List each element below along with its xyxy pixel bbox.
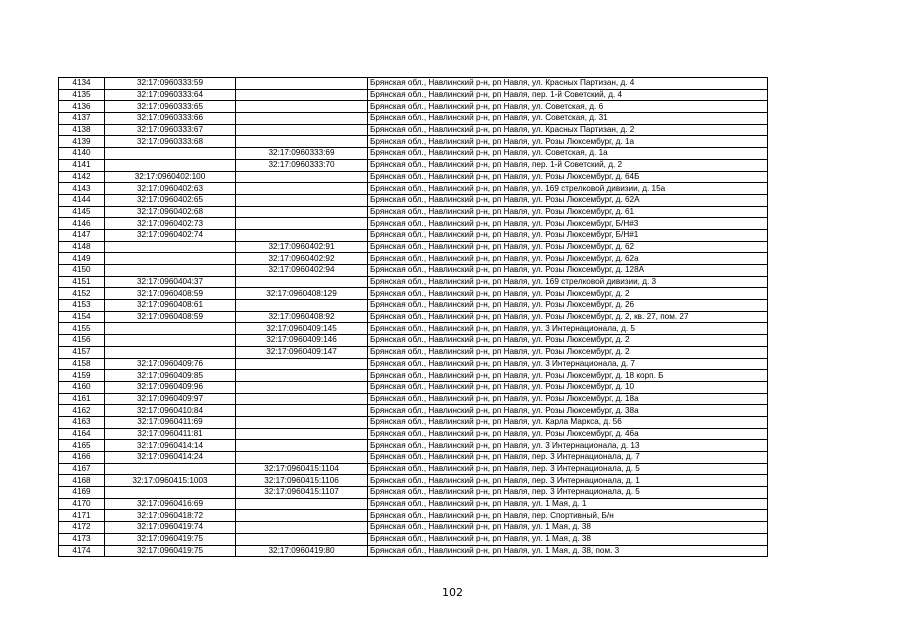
- cadastral-number-cell: 32:17:0960419:75: [105, 533, 236, 545]
- cadastral-number-cell: 32:17:0960408:59: [105, 288, 236, 300]
- row-number-cell: 4160: [59, 381, 105, 393]
- cadastral-number-cell: 32:17:0960408:59: [105, 311, 236, 323]
- second-cadastral-number-cell: 32:17:0960402:92: [236, 253, 368, 265]
- cadastral-number-cell: 32:17:0960409:97: [105, 393, 236, 405]
- address-cell: Брянская обл., Навлинский р-н, рп Навля, ул. 169 стрелковой дивизии, д. 15а: [368, 183, 768, 195]
- row-number-cell: 4145: [59, 206, 105, 218]
- records-table-body: [59, 78, 768, 557]
- cadastral-number-cell: 32:17:0960402:73: [105, 218, 236, 230]
- table-row: [59, 475, 768, 487]
- row-number-cell: 4148: [59, 241, 105, 253]
- row-number-cell: 4157: [59, 346, 105, 358]
- cadastral-number-cell: 32:17:0960409:96: [105, 381, 236, 393]
- address-cell: Брянская обл., Навлинский р-н, рп Навля, ул. 1 Мая, д. 38: [368, 522, 768, 534]
- row-number-cell: 4155: [59, 323, 105, 335]
- table-row: [59, 159, 768, 171]
- cadastral-number-cell: 32:17:0960333:59: [105, 78, 236, 90]
- second-cadastral-number-cell: [236, 229, 368, 241]
- second-cadastral-number-cell: 32:17:0960409:145: [236, 323, 368, 335]
- cadastral-number-cell: 32:17:0960333:67: [105, 124, 236, 136]
- address-cell: Брянская обл., Навлинский р-н, рп Навля, ул. Розы Люксембург, д. 62А: [368, 194, 768, 206]
- cadastral-number-cell: [105, 265, 236, 277]
- address-cell: Брянская обл., Навлинский р-н, рп Навля, ул. Розы Люксембург, д. 26: [368, 300, 768, 312]
- address-cell: Брянская обл., Навлинский р-н, рп Навля, ул. Розы Люксембург, д. 64Б: [368, 171, 768, 183]
- second-cadastral-number-cell: [236, 206, 368, 218]
- address-cell: Брянская обл., Навлинский р-н, рп Навля, пер. 3 Интернационала, д. 7: [368, 452, 768, 464]
- row-number-cell: 4171: [59, 510, 105, 522]
- address-cell: Брянская обл., Навлинский р-н, рп Навля, ул. Красных Партизан, д. 2: [368, 124, 768, 136]
- second-cadastral-number-cell: [236, 124, 368, 136]
- address-cell: Брянская обл., Навлинский р-н, рп Навля, ул. Розы Люксембург, д. 10: [368, 381, 768, 393]
- second-cadastral-number-cell: [236, 405, 368, 417]
- second-cadastral-number-cell: [236, 428, 368, 440]
- address-cell: Брянская обл., Навлинский р-н, рп Навля, ул. Розы Люксембург, д. 128А: [368, 265, 768, 277]
- address-cell: Брянская обл., Навлинский р-н, рп Навля, ул. Розы Люксембург, д. 61: [368, 206, 768, 218]
- cadastral-number-cell: [105, 335, 236, 347]
- table-row: [59, 311, 768, 323]
- row-number-cell: 4163: [59, 416, 105, 428]
- row-number-cell: 4167: [59, 463, 105, 475]
- cadastral-number-cell: 32:17:0960416:69: [105, 498, 236, 510]
- row-number-cell: 4168: [59, 475, 105, 487]
- cadastral-number-cell: [105, 323, 236, 335]
- address-cell: Брянская обл., Навлинский р-н, рп Навля, ул. Красных Партизан, д. 4: [368, 78, 768, 90]
- address-cell: Брянская обл., Навлинский р-н, рп Навля, ул. Советская, д. 31: [368, 113, 768, 125]
- cadastral-number-cell: 32:17:0960333:66: [105, 113, 236, 125]
- cadastral-number-cell: 32:17:0960419:74: [105, 522, 236, 534]
- cadastral-number-cell: [105, 148, 236, 160]
- address-cell: Брянская обл., Навлинский р-н, рп Навля, ул. 3 Интернационала, д. 7: [368, 358, 768, 370]
- row-number-cell: 4149: [59, 253, 105, 265]
- second-cadastral-number-cell: [236, 498, 368, 510]
- second-cadastral-number-cell: [236, 113, 368, 125]
- cadastral-number-cell: 32:17:0960410:84: [105, 405, 236, 417]
- cadastral-number-cell: 32:17:0960402:100: [105, 171, 236, 183]
- address-cell: Брянская обл., Навлинский р-н, рп Навля, ул. 1 Мая, д. 38: [368, 533, 768, 545]
- cadastral-number-cell: 32:17:0960418:72: [105, 510, 236, 522]
- address-cell: Брянская обл., Навлинский р-н, рп Навля, ул. Розы Люксембург, д. 62: [368, 241, 768, 253]
- second-cadastral-number-cell: [236, 101, 368, 113]
- page-number: 102: [442, 586, 463, 599]
- row-number-cell: 4141: [59, 159, 105, 171]
- table-row: [59, 101, 768, 113]
- table-row: [59, 300, 768, 312]
- address-cell: Брянская обл., Навлинский р-н, рп Навля, ул. Советская, д. 6: [368, 101, 768, 113]
- cadastral-number-cell: 32:17:0960402:63: [105, 183, 236, 195]
- address-cell: Брянская обл., Навлинский р-н, рп Навля, пер. 3 Интернационала, д. 5: [368, 463, 768, 475]
- address-cell: Брянская обл., Навлинский р-н, рп Навля, ул. 3 Интернационала, д. 5: [368, 323, 768, 335]
- row-number-cell: 4165: [59, 440, 105, 452]
- second-cadastral-number-cell: [236, 183, 368, 195]
- cadastral-number-cell: 32:17:0960414:24: [105, 452, 236, 464]
- row-number-cell: 4138: [59, 124, 105, 136]
- address-cell: Брянская обл., Навлинский р-н, рп Навля, ул. Советская, д. 1а: [368, 148, 768, 160]
- row-number-cell: 4173: [59, 533, 105, 545]
- cadastral-number-cell: [105, 241, 236, 253]
- table-row: [59, 276, 768, 288]
- table-row: [59, 428, 768, 440]
- row-number-cell: 4169: [59, 487, 105, 499]
- row-number-cell: 4159: [59, 370, 105, 382]
- second-cadastral-number-cell: [236, 136, 368, 148]
- table-row: [59, 171, 768, 183]
- table-row: [59, 194, 768, 206]
- second-cadastral-number-cell: [236, 393, 368, 405]
- table-row: [59, 498, 768, 510]
- address-cell: Брянская обл., Навлинский р-н, рп Навля, ул. Розы Люксембург, д. 38а: [368, 405, 768, 417]
- row-number-cell: 4135: [59, 89, 105, 101]
- row-number-cell: 4150: [59, 265, 105, 277]
- address-cell: Брянская обл., Навлинский р-н, рп Навля, ул. Розы Люксембург, д. 46а: [368, 428, 768, 440]
- second-cadastral-number-cell: 32:17:0960408:92: [236, 311, 368, 323]
- table-row: [59, 405, 768, 417]
- table-row: [59, 241, 768, 253]
- cadastral-number-cell: [105, 346, 236, 358]
- table-row: [59, 440, 768, 452]
- second-cadastral-number-cell: [236, 78, 368, 90]
- table-row: [59, 265, 768, 277]
- second-cadastral-number-cell: 32:17:0960415:1106: [236, 475, 368, 487]
- address-cell: Брянская обл., Навлинский р-н, рп Навля, пер. 3 Интернационала, д. 5: [368, 487, 768, 499]
- row-number-cell: 4166: [59, 452, 105, 464]
- address-cell: Брянская обл., Навлинский р-н, рп Навля, пер. 1-й Советский, д. 4: [368, 89, 768, 101]
- table-row: [59, 487, 768, 499]
- second-cadastral-number-cell: [236, 194, 368, 206]
- address-cell: Брянская обл., Навлинский р-н, рп Навля, ул. 1 Мая, д. 1: [368, 498, 768, 510]
- table-row: [59, 522, 768, 534]
- address-cell: Брянская обл., Навлинский р-н, рп Навля, ул. Розы Люксембург, д. 1а: [368, 136, 768, 148]
- address-cell: Брянская обл., Навлинский р-н, рп Навля, ул. 169 стрелковой дивизии, д. 3: [368, 276, 768, 288]
- cadastral-number-cell: [105, 159, 236, 171]
- address-cell: Брянская обл., Навлинский р-н, рп Навля, ул. Розы Люксембург, д. 2, кв. 27, пом. 27: [368, 311, 768, 323]
- cadastral-number-cell: 32:17:0960402:74: [105, 229, 236, 241]
- row-number-cell: 4174: [59, 545, 105, 557]
- table-row: [59, 229, 768, 241]
- row-number-cell: 4172: [59, 522, 105, 534]
- row-number-cell: 4139: [59, 136, 105, 148]
- address-cell: Брянская обл., Навлинский р-н, рп Навля, ул. Розы Люксембург, д. 62а: [368, 253, 768, 265]
- cadastral-number-cell: 32:17:0960419:75: [105, 545, 236, 557]
- address-cell: Брянская обл., Навлинский р-н, рп Навля, ул. Розы Люксембург, д. 18а: [368, 393, 768, 405]
- second-cadastral-number-cell: [236, 522, 368, 534]
- address-cell: Брянская обл., Навлинский р-н, рп Навля, пер. 1-й Советский, д. 2: [368, 159, 768, 171]
- table-row: [59, 288, 768, 300]
- table-row: [59, 370, 768, 382]
- row-number-cell: 4158: [59, 358, 105, 370]
- row-number-cell: 4152: [59, 288, 105, 300]
- address-cell: Брянская обл., Навлинский р-н, рп Навля, пер. Спортивный, Б/н: [368, 510, 768, 522]
- cadastral-number-cell: [105, 463, 236, 475]
- table-row: [59, 463, 768, 475]
- address-cell: Брянская обл., Навлинский р-н, рп Навля, ул. Розы Люксембург, д. 2: [368, 346, 768, 358]
- cadastral-number-cell: 32:17:0960402:65: [105, 194, 236, 206]
- second-cadastral-number-cell: [236, 510, 368, 522]
- table-row: [59, 335, 768, 347]
- row-number-cell: 4143: [59, 183, 105, 195]
- row-number-cell: 4151: [59, 276, 105, 288]
- row-number-cell: 4154: [59, 311, 105, 323]
- cadastral-number-cell: 32:17:0960409:76: [105, 358, 236, 370]
- table-row: [59, 136, 768, 148]
- second-cadastral-number-cell: 32:17:0960408:129: [236, 288, 368, 300]
- table-row: [59, 393, 768, 405]
- table-row: [59, 218, 768, 230]
- second-cadastral-number-cell: [236, 171, 368, 183]
- cadastral-number-cell: 32:17:0960411:81: [105, 428, 236, 440]
- table-row: [59, 358, 768, 370]
- row-number-cell: 4144: [59, 194, 105, 206]
- row-number-cell: 4136: [59, 101, 105, 113]
- second-cadastral-number-cell: [236, 370, 368, 382]
- address-cell: Брянская обл., Навлинский р-н, рп Навля, ул. 1 Мая, д. 38, пом. 3: [368, 545, 768, 557]
- cadastral-number-cell: 32:17:0960404:37: [105, 276, 236, 288]
- address-cell: Брянская обл., Навлинский р-н, рп Навля, ул. Карла Маркса, д. 56: [368, 416, 768, 428]
- second-cadastral-number-cell: [236, 440, 368, 452]
- cadastral-number-cell: 32:17:0960415:1003: [105, 475, 236, 487]
- second-cadastral-number-cell: [236, 533, 368, 545]
- table-row: [59, 253, 768, 265]
- row-number-cell: 4146: [59, 218, 105, 230]
- table-row: [59, 346, 768, 358]
- table-row: [59, 113, 768, 125]
- second-cadastral-number-cell: 32:17:0960402:94: [236, 265, 368, 277]
- table-row: [59, 416, 768, 428]
- second-cadastral-number-cell: 32:17:0960415:1104: [236, 463, 368, 475]
- row-number-cell: 4153: [59, 300, 105, 312]
- cadastral-number-cell: 32:17:0960333:65: [105, 101, 236, 113]
- second-cadastral-number-cell: [236, 276, 368, 288]
- row-number-cell: 4161: [59, 393, 105, 405]
- cadastral-number-cell: 32:17:0960402:68: [105, 206, 236, 218]
- second-cadastral-number-cell: 32:17:0960409:147: [236, 346, 368, 358]
- address-cell: Брянская обл., Навлинский р-н, рп Навля, ул. 3 Интернационала, д. 13: [368, 440, 768, 452]
- table-row: [59, 510, 768, 522]
- table-row: [59, 452, 768, 464]
- second-cadastral-number-cell: 32:17:0960402:91: [236, 241, 368, 253]
- table-row: [59, 78, 768, 90]
- row-number-cell: 4134: [59, 78, 105, 90]
- row-number-cell: 4147: [59, 229, 105, 241]
- second-cadastral-number-cell: [236, 381, 368, 393]
- second-cadastral-number-cell: 32:17:0960419:80: [236, 545, 368, 557]
- row-number-cell: 4142: [59, 171, 105, 183]
- table-row: [59, 89, 768, 101]
- second-cadastral-number-cell: 32:17:0960333:70: [236, 159, 368, 171]
- row-number-cell: 4156: [59, 335, 105, 347]
- address-cell: Брянская обл., Навлинский р-н, рп Навля, ул. Розы Люксембург, Б/Н#3: [368, 218, 768, 230]
- row-number-cell: 4170: [59, 498, 105, 510]
- cadastral-number-cell: 32:17:0960409:85: [105, 370, 236, 382]
- cadastral-number-cell: [105, 487, 236, 499]
- second-cadastral-number-cell: [236, 218, 368, 230]
- address-cell: Брянская обл., Навлинский р-н, рп Навля, ул. Розы Люксембург, Б/Н#1: [368, 229, 768, 241]
- table-row: [59, 533, 768, 545]
- table-row: [59, 206, 768, 218]
- row-number-cell: 4140: [59, 148, 105, 160]
- cadastral-number-cell: [105, 253, 236, 265]
- address-cell: Брянская обл., Навлинский р-н, рп Навля, ул. Розы Люксембург, д. 18 корп. Б: [368, 370, 768, 382]
- row-number-cell: 4137: [59, 113, 105, 125]
- address-cell: Брянская обл., Навлинский р-н, рп Навля, ул. Розы Люксембург, д. 2: [368, 335, 768, 347]
- second-cadastral-number-cell: 32:17:0960409:146: [236, 335, 368, 347]
- table-row: [59, 323, 768, 335]
- address-cell: Брянская обл., Навлинский р-н, рп Навля, ул. Розы Люксембург, д. 2: [368, 288, 768, 300]
- second-cadastral-number-cell: [236, 416, 368, 428]
- cadastral-number-cell: 32:17:0960333:64: [105, 89, 236, 101]
- cadastral-number-cell: 32:17:0960408:61: [105, 300, 236, 312]
- second-cadastral-number-cell: [236, 358, 368, 370]
- table-row: [59, 124, 768, 136]
- second-cadastral-number-cell: 32:17:0960415:1107: [236, 487, 368, 499]
- cadastral-number-cell: 32:17:0960333:68: [105, 136, 236, 148]
- row-number-cell: 4162: [59, 405, 105, 417]
- table-row: [59, 183, 768, 195]
- address-cell: Брянская обл., Навлинский р-н, рп Навля, пер. 3 Интернационала, д. 1: [368, 475, 768, 487]
- second-cadastral-number-cell: [236, 89, 368, 101]
- cadastral-number-cell: 32:17:0960411:69: [105, 416, 236, 428]
- table-row: [59, 381, 768, 393]
- second-cadastral-number-cell: [236, 452, 368, 464]
- table-row: [59, 545, 768, 557]
- table-row: [59, 148, 768, 160]
- row-number-cell: 4164: [59, 428, 105, 440]
- cadastral-number-cell: 32:17:0960414:14: [105, 440, 236, 452]
- second-cadastral-number-cell: 32:17:0960333:69: [236, 148, 368, 160]
- second-cadastral-number-cell: [236, 300, 368, 312]
- records-table: [58, 77, 768, 557]
